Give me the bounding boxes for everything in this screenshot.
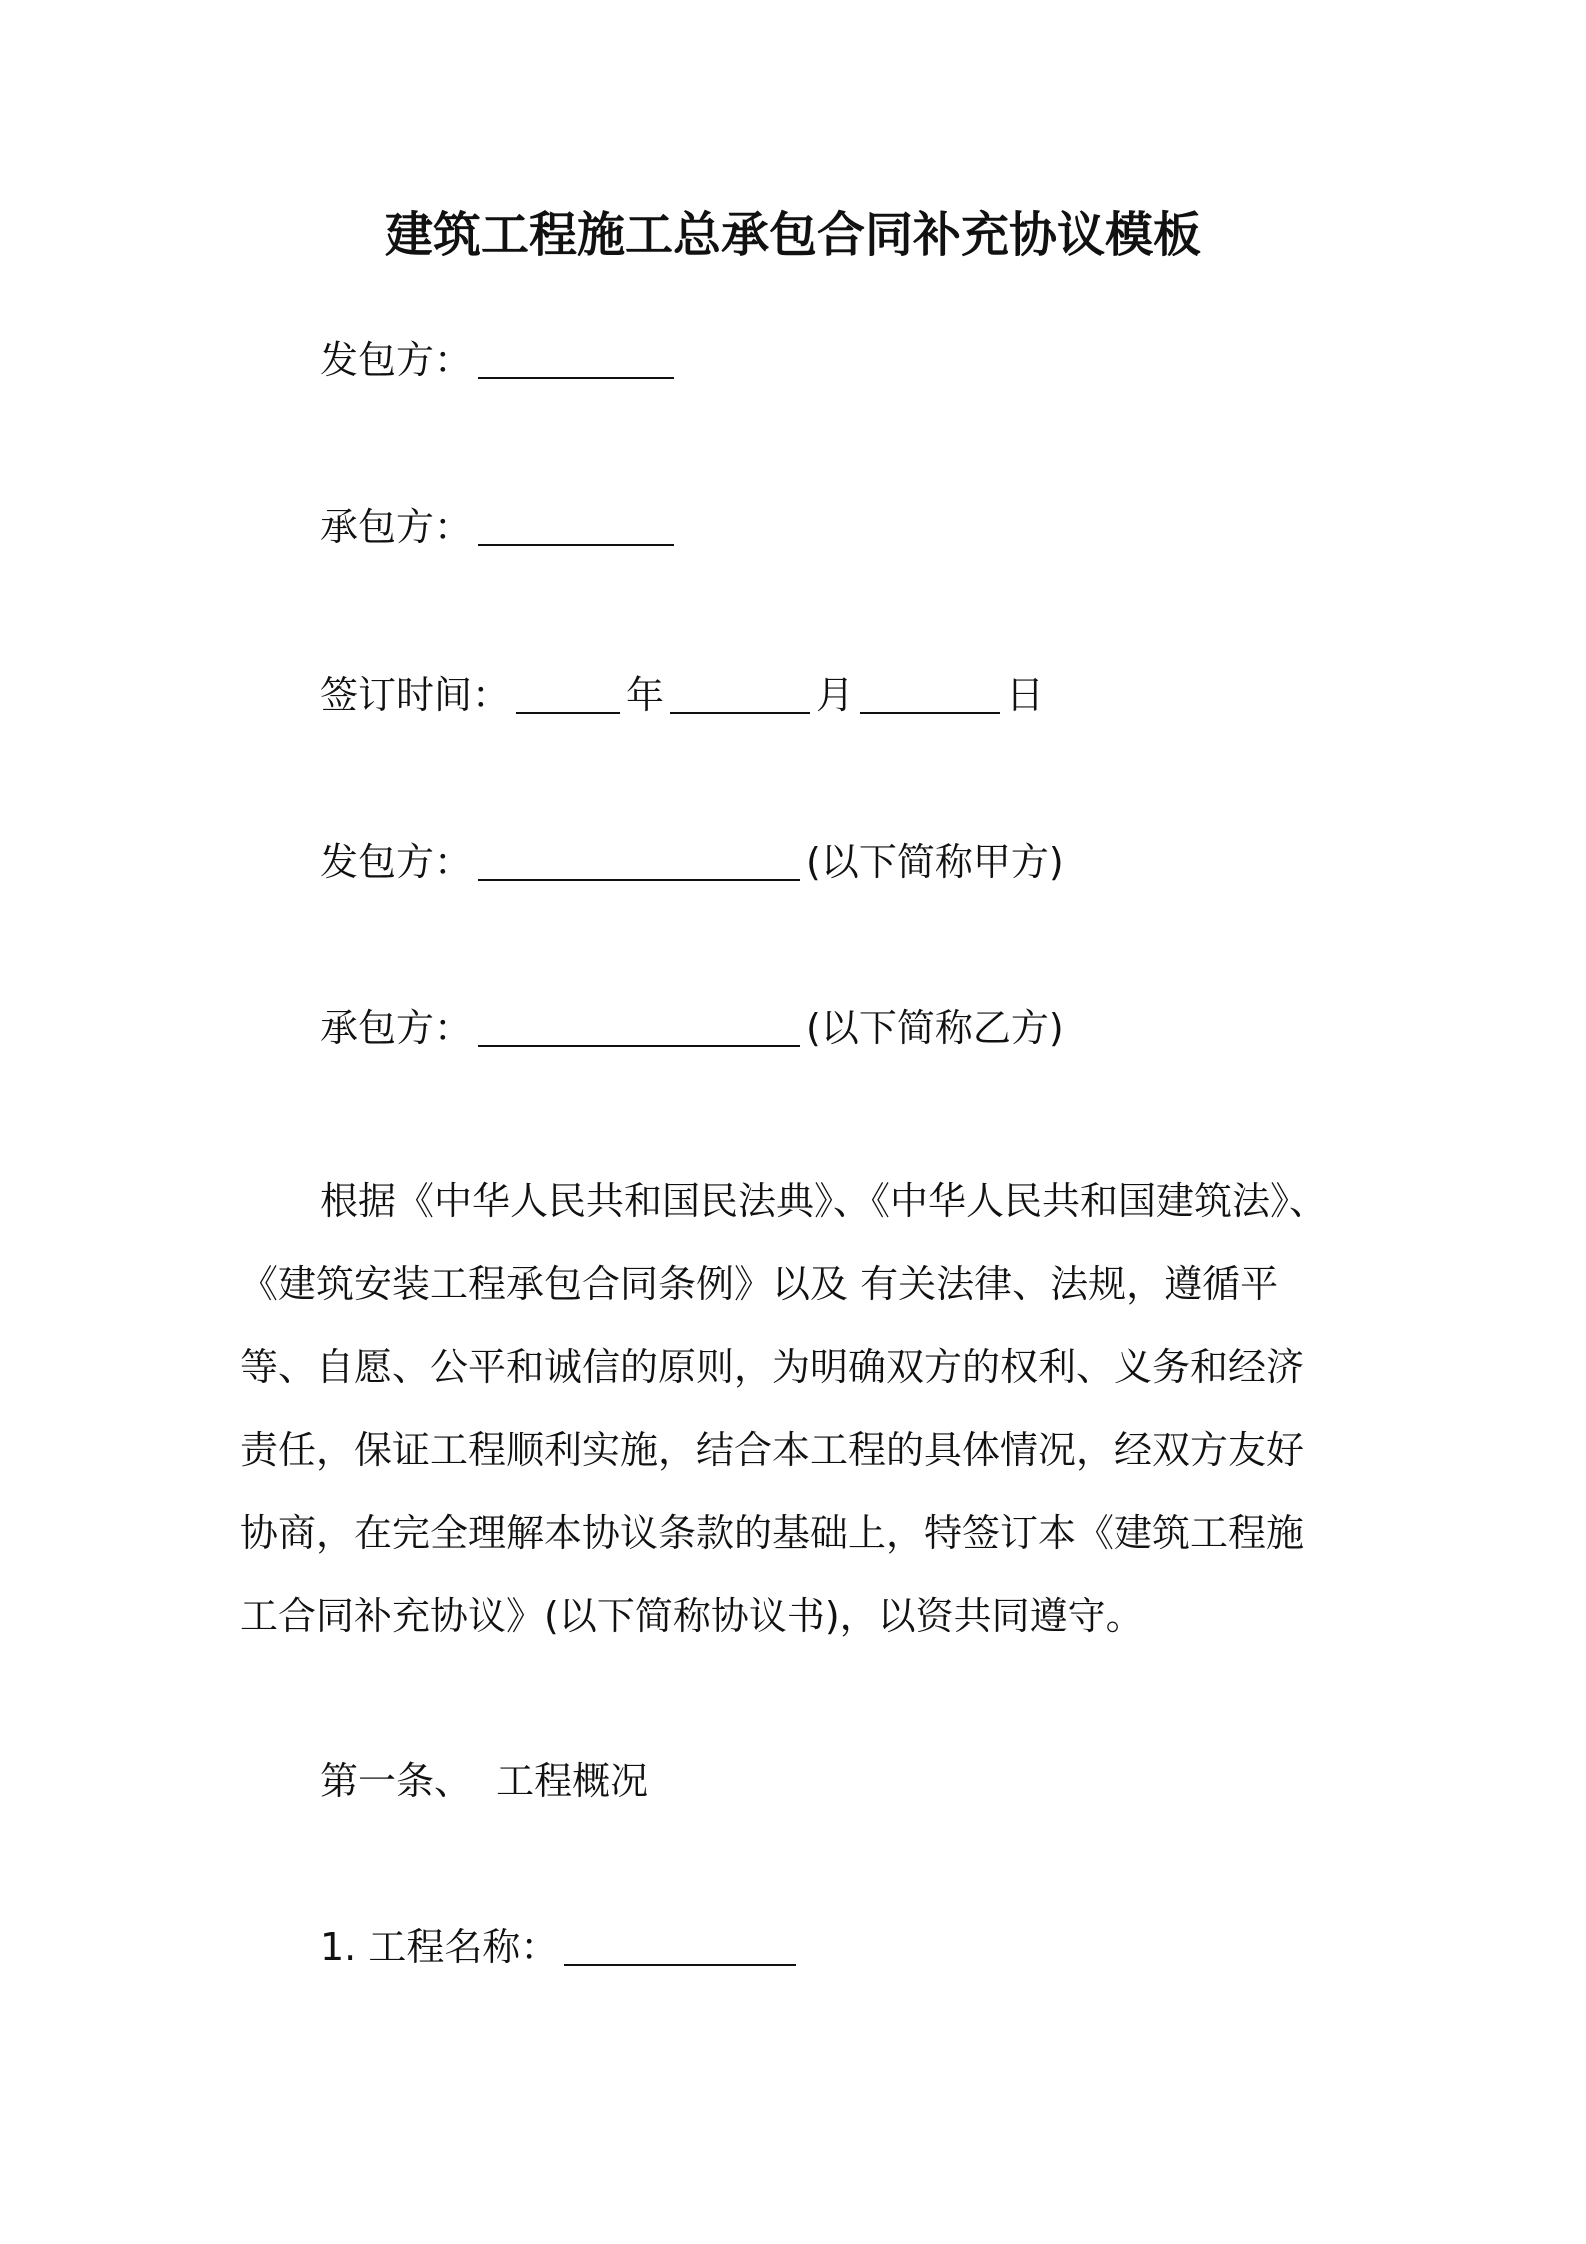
project-name-row [320,1922,802,1972]
year-label: 年 [626,673,665,717]
employer2-label: 发包方： [320,840,473,884]
project-name-label: 1. 工程名称： [320,1925,559,1969]
preamble-line: 《建筑安装工程承包合同条例》以及 有关法律、法规，遵循平 [240,1262,1279,1306]
preamble-line: 等、自愿、公平和诚信的原则，为明确双方的权利、义务和经济 [240,1345,1305,1389]
employer2-blank[interactable] [478,839,800,881]
year-blank[interactable] [516,672,620,714]
sign-time-row [320,670,1044,720]
preamble-paragraph [240,1160,1370,1658]
employer-row [320,335,680,385]
contractor-row [320,502,680,552]
month-blank[interactable] [670,672,810,714]
contractor2-blank[interactable] [478,1005,800,1047]
article1-heading-row [320,1756,648,1806]
contractor2-suffix: (以下简称乙方) [806,1006,1064,1050]
employer2-row [320,837,1064,887]
employer-blank[interactable] [478,337,674,379]
month-label: 月 [816,673,855,717]
contractor2-label: 承包方： [320,1006,473,1050]
preamble-line: 工合同补充协议》(以下简称协议书)，以资共同遵守。 [240,1594,1144,1638]
preamble-line: 协商，在完全理解本协议条款的基础上，特签订本《建筑工程施 [240,1511,1305,1555]
day-blank[interactable] [860,672,1000,714]
day-label: 日 [1006,673,1045,717]
contractor-blank[interactable] [478,504,674,546]
sign-time-label: 签订时间： [320,673,511,717]
employer-label: 发包方： [320,338,473,382]
project-name-blank[interactable] [564,1924,796,1966]
preamble-line: 根据《中华人民共和国民法典》、《中华人民共和国建筑法》、 [320,1179,1328,1223]
contractor2-row [320,1003,1064,1053]
contractor-label: 承包方： [320,505,473,549]
article1-heading: 第一条、 工程概况 [320,1759,649,1803]
employer2-suffix: (以下简称甲方) [806,840,1064,884]
preamble-line: 责任，保证工程顺利实施，结合本工程的具体情况，经双方友好 [240,1428,1305,1472]
document-title: 建筑工程施工总承包合同补充协议模板 [384,207,1201,263]
